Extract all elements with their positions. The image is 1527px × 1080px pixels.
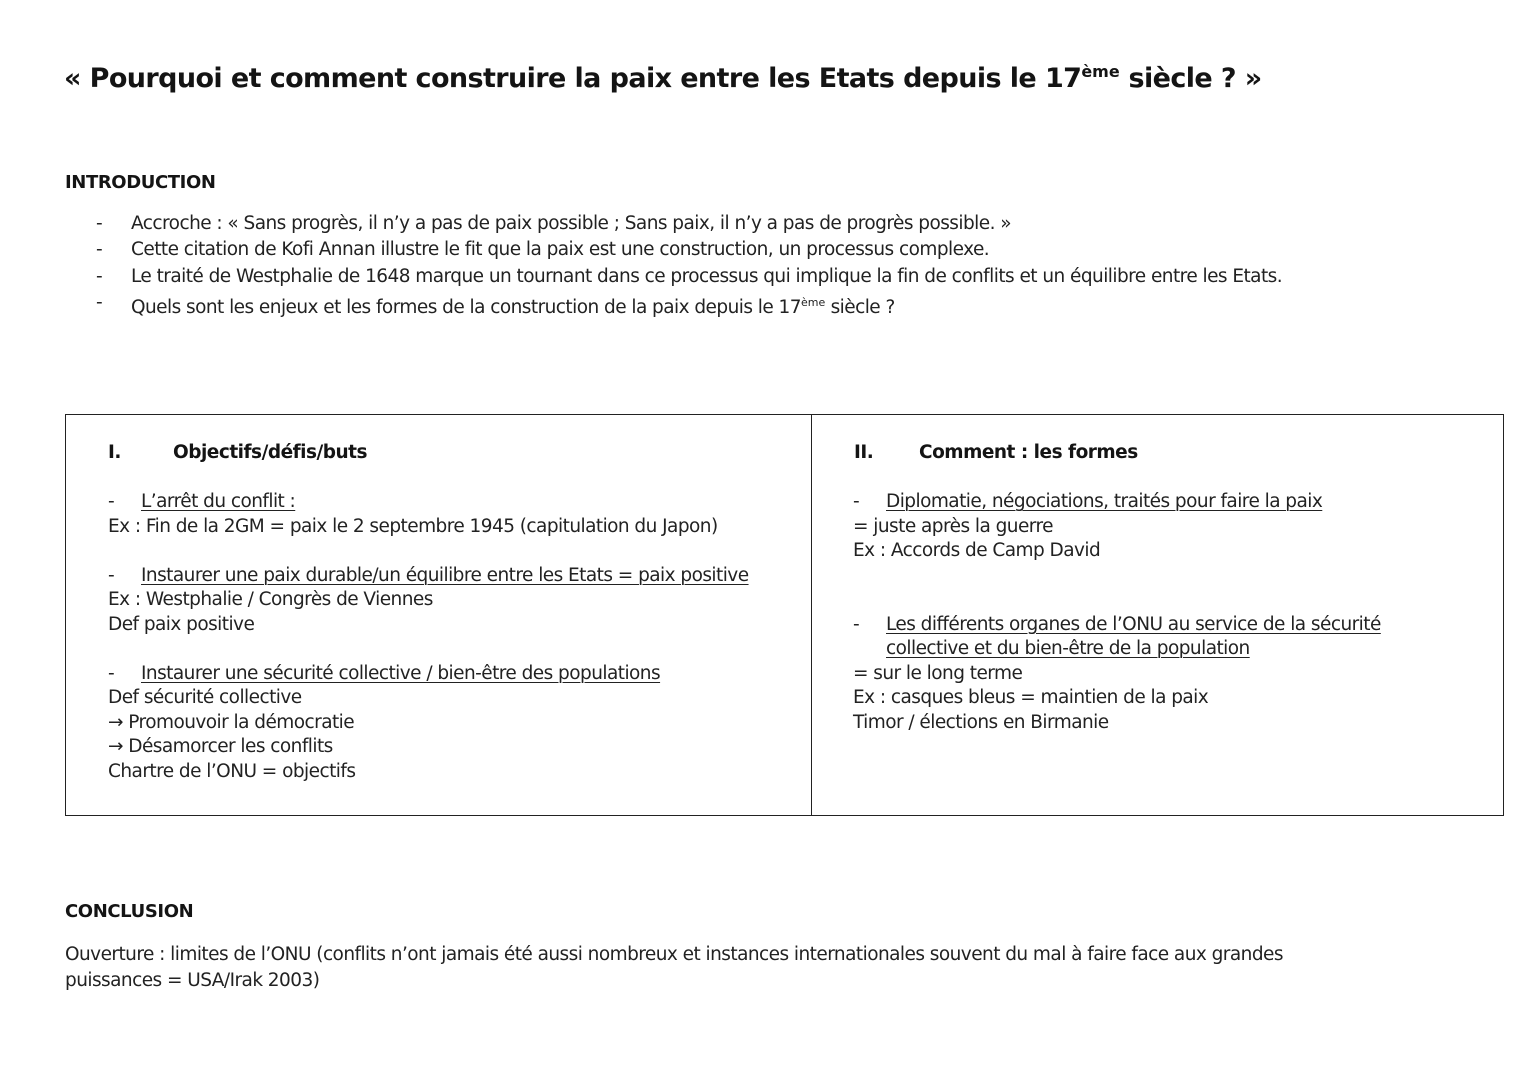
conclusion-text xyxy=(65,942,1465,994)
part-1-text: Ex : Westphalie / Congrès de Viennes xyxy=(108,589,433,610)
part-2-subsection-2-title: - Les différents organes de l’ONU au service de la sécurité xyxy=(853,613,1381,635)
conclusion-line: Ouverture : limites de l’ONU (conflits n’ont jamais été aussi nombreux et instances internationales souvent du mal à faire face aux grandes xyxy=(65,944,1283,965)
part-1-subsection-2-title: - Instaurer une paix durable/un équilibre entre les Etats = paix positive xyxy=(108,564,749,586)
introduction-list xyxy=(96,211,1496,322)
part-1-subsection-1-title: - L’arrêt du conflit : xyxy=(108,491,296,512)
part-2-subsection-1-title: - Diplomatie, négociations, traités pour faire la paix xyxy=(853,491,1323,512)
part-2-text: Ex : Accords de Camp David xyxy=(853,540,1101,561)
conclusion-heading: CONCLUSION xyxy=(65,901,194,922)
part-2-subsection-2-title-continued: collective et du bien-être de la population xyxy=(886,638,1250,659)
part-1-text: Ex : Fin de la 2GM = paix le 2 septembre 1945 (capitulation du Japon) xyxy=(108,515,718,537)
part-2-text: = sur le long terme xyxy=(853,662,1023,684)
part-1-subsection-3-title: - Instaurer une sécurité collective / bien-être des populations xyxy=(108,662,661,684)
list-item: - Accroche : « Sans progrès, il n’y a pas de paix possible ; Sans paix, il n’y a pas de progrès possible. » xyxy=(96,213,1012,234)
part-1-column xyxy=(66,415,812,815)
part-1-heading: I. Objectifs/défis/buts xyxy=(108,442,368,463)
part-2-text: Timor / élections en Birmanie xyxy=(853,711,1109,733)
list-item: - Le traité de Westphalie de 1648 marque un tournant dans ce processus qui implique la fin de conflits et un équilibre entre les Etats. xyxy=(96,265,1283,287)
list-item: - Cette citation de Kofi Annan illustre le fit que la paix est une construction, un processus complexe. xyxy=(96,239,990,261)
part-2-text: = juste après la guerre xyxy=(853,515,1054,537)
introduction-heading: INTRODUCTION xyxy=(65,172,216,193)
part-1-text: Chartre de l’ONU = objectifs xyxy=(108,760,356,782)
part-2-heading: II. Comment : les formes xyxy=(854,442,1138,463)
part-2-column xyxy=(812,415,1503,815)
plan-table xyxy=(65,414,1504,816)
part-1-text: Def sécurité collective xyxy=(108,687,302,708)
part-1-text: → Promouvoir la démocratie xyxy=(108,711,355,733)
part-2-text: Ex : casques bleus = maintien de la paix xyxy=(853,687,1209,708)
part-1-text: → Désamorcer les conflits xyxy=(108,736,333,757)
page-title: « Pourquoi et comment construire la paix entre les Etats depuis le 17ème siècle ? » xyxy=(64,62,1262,94)
part-1-text: Def paix positive xyxy=(108,613,255,635)
list-item: - Quels sont les enjeux et les formes de la construction de la paix depuis le 17ème siècle ? xyxy=(96,292,895,319)
conclusion-line: puissances = USA/Irak 2003) xyxy=(65,970,320,991)
